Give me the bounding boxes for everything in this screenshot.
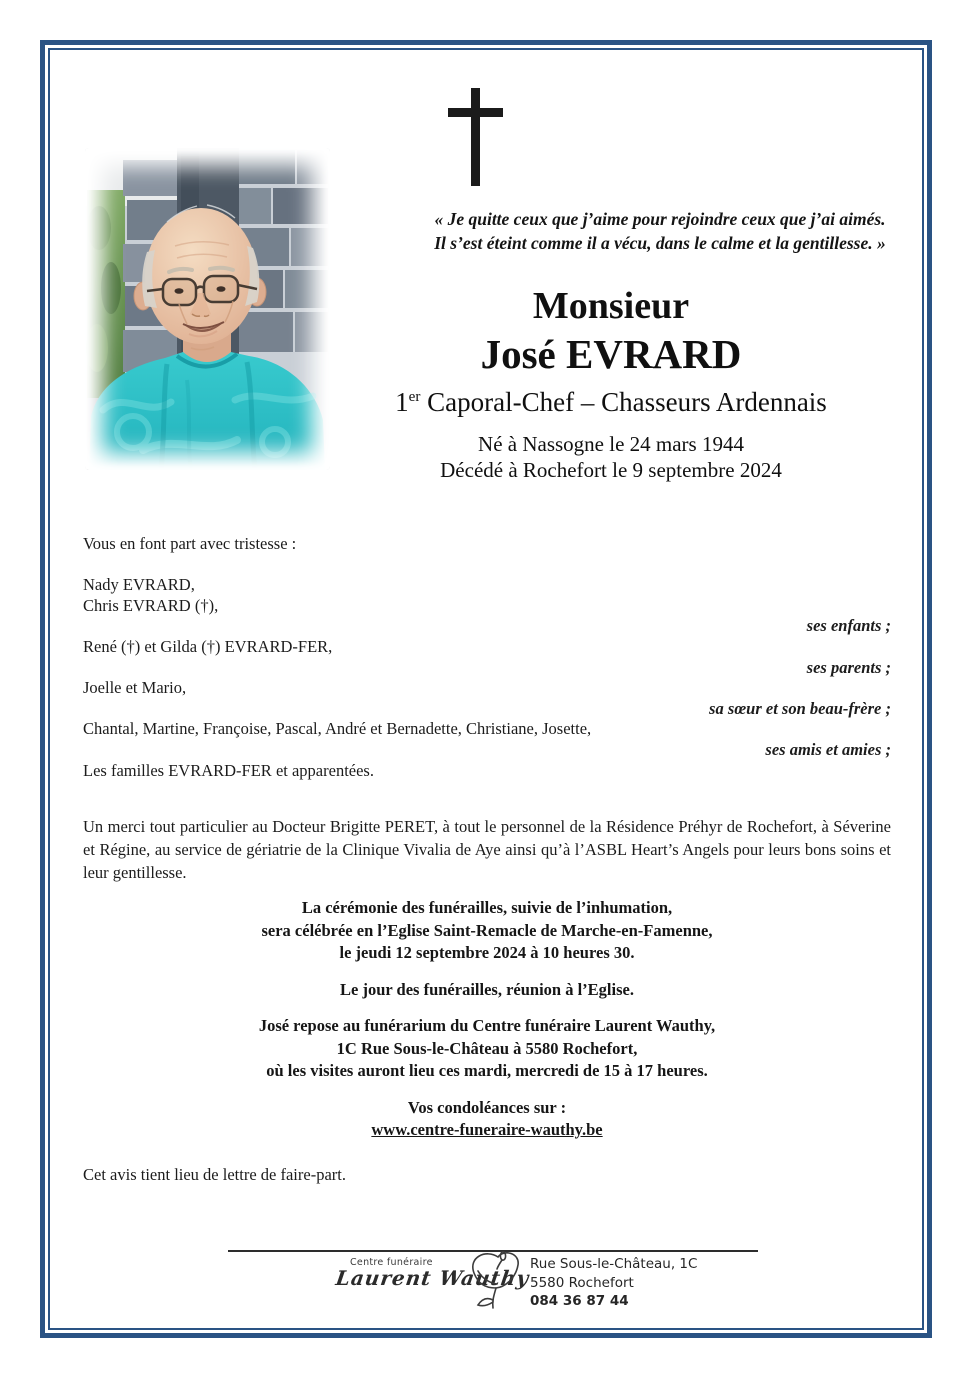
funeral-home-address [530,1255,697,1311]
condolences-label: Vos condoléances sur : [407,1097,567,1117]
rank-number: 1 [395,387,409,417]
relation-label: ses amis et amies ; [765,739,891,759]
ceremony-line-3: le jeudi 12 septembre 2024 à 10 heures 30. [339,943,635,962]
ceremony-line-2: sera célébrée en l’Eglise Saint-Remacle de Marche-en-Famenne, [261,920,713,940]
family-announcement [83,534,891,781]
announcement-intro: Vous en font part avec tristesse : [83,534,297,553]
family-name-line: Chantal, Martine, Françoise, Pascal, André et Bernadette, Christiane, Josette, [83,719,592,739]
relation-label: ses enfants ; [806,616,891,636]
ceremony-info [83,897,891,1156]
quote-line-1: « Je quitte ceux que j’aime pour rejoindre ceux que j’ai aimés. [434,209,886,229]
civility-title: Monsieur [532,285,690,327]
funeral-ceremony [83,897,891,965]
relation-label: ses parents ; [806,657,891,677]
rank-text: Caporal-Chef – Chasseurs Ardennais [420,387,827,417]
portrait-illustration [85,148,330,470]
left-eye [175,288,184,294]
funeral-home-type: Centre funéraire [350,1257,433,1268]
faire-part-notice: Cet avis tient lieu de lettre de faire-part. [83,1165,346,1184]
birth-line: Né à Nassogne le 24 mars 1944 [478,432,744,456]
condolences [83,1097,891,1142]
calla-lily-icon [464,1247,526,1309]
phone-number: 084 36 87 44 [530,1293,629,1309]
quote-line-2: Il s’est éteint comme il a vécu, dans le calme et la gentillesse. » [434,233,886,253]
families-line: Les familles EVRARD-FER et apparentées. [83,760,374,780]
thanks-paragraph: Un merci tout particulier au Docteur Brigitte PERET, à tout le personnel de la Résidence Préhyr de Rochefort, à Séverine et Régine, au service de gériatrie de la Clinique Vivalia de Aye ainsi qu’à l’ASBL Heart’s Angels pour leurs bons soins et leur gentillesse. [83,817,891,882]
family-name-line: Joelle et Mario, [83,678,187,698]
funeral-home-name: Laurent Wauthy [334,1266,531,1290]
portrait-photo [85,148,330,470]
family-name-line: René (†) et Gilda (†) EVRARD-FER, [83,636,333,656]
relation-label: sa sœur et son beau-frère ; [709,698,891,718]
address-city: 5580 Rochefort [530,1274,634,1291]
right-eye [217,286,226,292]
head [145,208,257,344]
rank-ordinal: er [408,389,421,405]
ceremony-line-1: La cérémonie des funérailles, suivie de l’inhumation, [301,898,673,917]
deceased-header [351,283,871,483]
repose-line-3: où les visites auront lieu ces mardi, mercredi de 15 à 17 heures. [266,1061,708,1080]
deceased-name: José EVRARD [480,331,742,377]
address-street: Rue Sous-le-Château, 1C [530,1256,698,1272]
death-line: Décédé à Rochefort le 9 septembre 2024 [440,458,782,482]
life-dates [351,431,871,483]
memorial-quote [400,207,920,255]
family-name-line: Nady EVRARD, [83,575,195,595]
blank-line [83,555,891,576]
repose-line-2: 1C Rue Sous-le-Château à 5580 Rochefort, [336,1038,638,1058]
repose-info [83,1015,891,1083]
military-rank [351,386,871,418]
condolences-link[interactable]: www.centre-funeraire-wauthy.be [371,1120,603,1139]
meeting-line: Le jour des funérailles, réunion à l’Eglise. [340,979,634,999]
family-name-line: Chris EVRARD (†), [83,595,219,615]
repose-line-1: José repose au funérarium du Centre funéraire Laurent Wauthy, [258,1016,716,1035]
